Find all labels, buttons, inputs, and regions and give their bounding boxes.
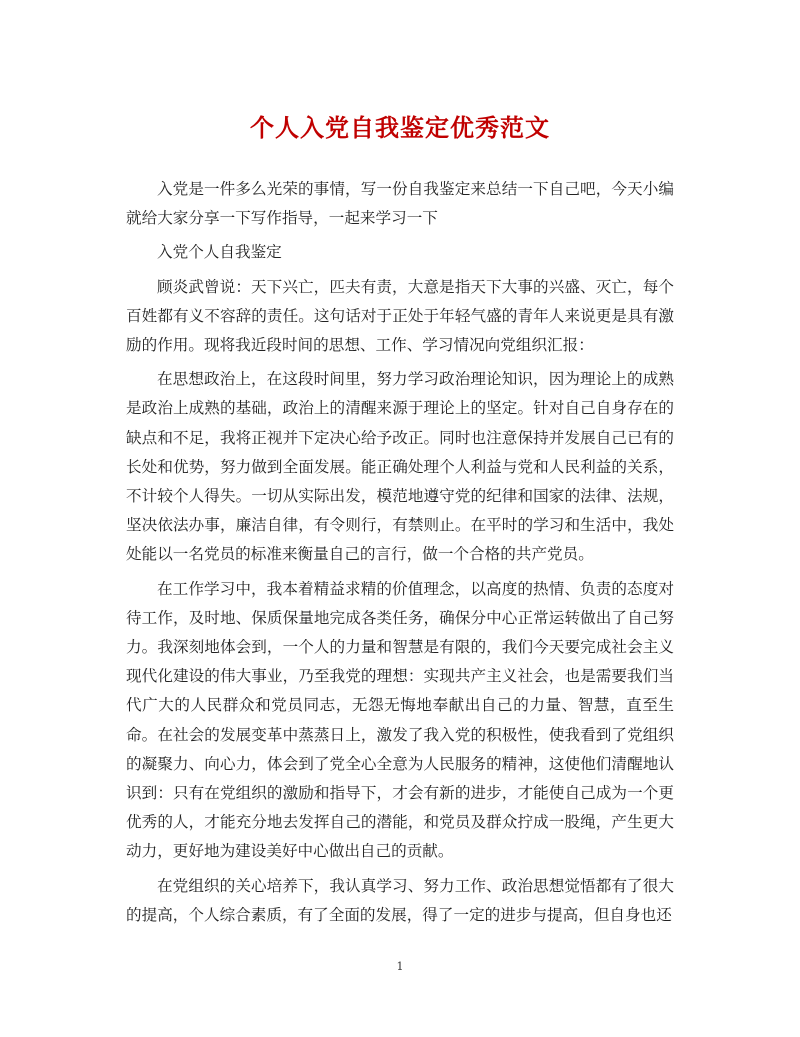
paragraph-politics: 在思想政治上，在这段时间里，努力学习政治理论知识，因为理论上的成熟是政治上成熟的基础，政治上的清醒来源于理论上的坚定。针对自己自身存在的缺点和不足，我将正视并下定决心给予改正。同时也注意保持并发展自己已有的长处和优势，努力做到全面发展。能正确处理个人利益与党和人民利益的关系，不计较个人得失。一切从实际出发，模范地遵守党的纪律和国家的法律、法规，坚决依法办事，廉洁自律，有令则行，有禁则止。在平时的学习和生活中，我处处能以一名党员的标准来衡量自己的言行，做一个合格的共产党员。 — [126, 370, 674, 564]
section-heading: 入党个人自我鉴定 — [157, 243, 282, 262]
paragraph-growth: 在党组织的关心培养下，我认真学习、努力工作、政治思想觉悟都有了很大的提高，个人综合素质，有了全面的发展，得了一定的进步与提高，但自身也还 — [126, 876, 674, 924]
document-title: 个人入党自我鉴定优秀范文 — [250, 113, 550, 142]
page-number: 1 — [396, 960, 404, 973]
paragraph-work-study: 在工作学习中，我本着精益求精的价值理念，以高度的热情、负责的态度对待工作，及时地、保质保量地完成各类任务，确保分中心正常运转做出了自己努力。我深刻地体会到，一个人的力量和智慧是有限的，我们今天要完成社会主义现代化建设的伟大事业，乃至我党的理想：实现共产主义社会，也是需要我们当代广大的人民群众和党员同志，无怨无悔地奉献出自己的力量、智慧，直至生命。在社会的发展变革中蒸蒸日上，激发了我入党的积极性，使我看到了党组织的凝聚力、向心力，体会到了党全心全意为人民服务的精神，这使他们清醒地认识到：只有在党组织的激励和指导下，才会有新的进步，才能使自己成为一个更优秀的人，才能充分地去发挥自己的潜能，和党员及群众拧成一股绳，产生更大动力，更好地为建设美好中心做出自己的贡献。 — [126, 579, 674, 861]
document-body — [126, 175, 674, 935]
paragraph-intro: 入党是一件多么光荣的事情，写一份自我鉴定来总结一下自己吧，今天小编就给大家分享一下写作指导，一起来学习一下 — [126, 180, 674, 228]
paragraph-quote: 顾炎武曾说：天下兴亡，匹夫有责，大意是指天下大事的兴盛、灭亡，每个百姓都有义不容辞的责任。这句话对于正处于年轻气盛的青年人来说更是具有激励的作用。现将我近段时间的思想、工作、学习情况向党组织汇报： — [126, 277, 674, 355]
